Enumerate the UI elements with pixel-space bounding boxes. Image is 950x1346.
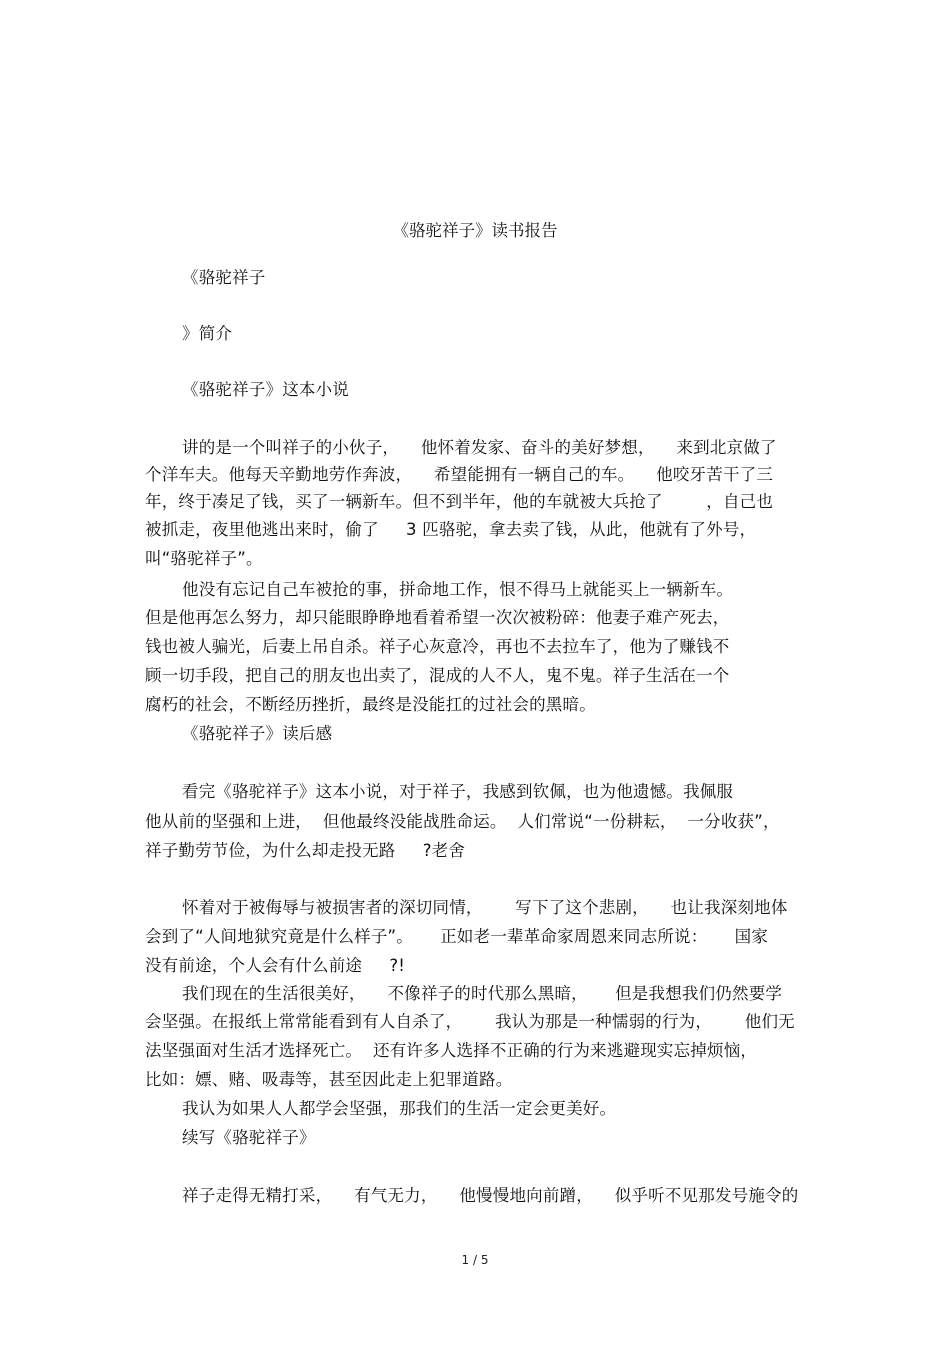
paragraph-line: 讲的是一个叫祥子的小伙子， 他怀着发家、奋斗的美好梦想， 来到北京做了 <box>182 438 777 457</box>
continuation-heading: 续写《骆驼祥子》 <box>182 1128 316 1147</box>
intro-heading-part1: 《骆驼祥子 <box>182 268 266 287</box>
page-number: 1 / 5 <box>461 1253 489 1267</box>
reflection-heading: 《骆驼祥子》读后感 <box>182 724 333 743</box>
paragraph-line: 年，终于凑足了钱，买了一辆新车。但不到半年，他的车就被大兵抢了 ，自己也 <box>145 492 774 511</box>
paragraph-line: 怀着对于被侮辱与被损害者的深切同情， 写下了这个悲剧， 也让我深刻地体 <box>182 898 788 917</box>
paragraph-line: 会坚强。在报纸上常常能看到有人自杀了， 我认为那是一种懦弱的行为， 他们无 <box>145 1012 795 1031</box>
paragraph-line: 没有前途，个人会有什么前途 ?! <box>145 956 406 975</box>
paragraph-line: 我们现在的生活很美好， 不像祥子的时代那么黑暗， 但是我想我们仍然要学 <box>182 984 783 1003</box>
intro-heading-part3: 《骆驼祥子》这本小说 <box>182 380 349 399</box>
paragraph-line: 法坚强面对生活才选择死亡。 还有许多人选择不正确的行为来逃避现实忘掉烦恼， <box>145 1041 758 1060</box>
paragraph-line: 钱也被人骗光，后妻上吊自杀。祥子心灰意冷，再也不去拉车了，他为了赚钱不 <box>145 637 730 656</box>
paragraph-line: 他从前的坚强和上进， 但他最终没能战胜命运。 人们常说“一份耕耘， 一分收获”， <box>145 812 780 831</box>
intro-heading-part2: 》简介 <box>182 324 233 343</box>
paragraph-line: 他没有忘记自己车被抢的事，拼命地工作，恨不得马上就能买上一辆新车。 <box>182 580 734 599</box>
paragraph-line: 我认为如果人人都学会坚强，那我们的生活一定会更美好。 <box>182 1099 617 1118</box>
paragraph-line: 个洋车夫。他每天辛勤地劳作奔波， 希望能拥有一辆自己的车。 他咬牙苦干了三 <box>145 465 774 484</box>
paragraph-line: 看完《骆驼祥子》这本小说，对于祥子，我感到钦佩，也为他遗憾。我佩服 <box>182 782 734 801</box>
paragraph-line: 祥子走得无精打采， 有气无力， 他慢慢地向前蹭， 似乎听不见那发号施令的 <box>182 1186 799 1205</box>
paragraph-line: 比如：嫖、赌、吸毒等，甚至因此走上犯罪道路。 <box>145 1070 513 1089</box>
paragraph-line: 顾一切手段，把自己的朋友也出卖了，混成的人不人，鬼不鬼。祥子生活在一个 <box>145 666 730 685</box>
paragraph-line: 腐朽的社会，不断经历挫折，最终是没能扛的过社会的黑暗。 <box>145 695 596 714</box>
paragraph-line: 叫“骆驼祥子”。 <box>145 549 263 568</box>
paragraph-line: 被抓走，夜里他逃出来时，偷了 3 匹骆驼，拿去卖了钱，从此，他就有了外号， <box>145 520 757 539</box>
paragraph-line: 祥子勤劳节俭，为什么却走投无路 ?老舍 <box>145 841 466 860</box>
paragraph-line: 但是他再怎么努力，却只能眼睁睁地看着希望一次次被粉碎：他妻子难产死去， <box>145 608 730 627</box>
document-title: 《骆驼祥子》读书报告 <box>392 221 558 240</box>
paragraph-line: 会到了“人间地狱究竟是什么样子”。 正如老一辈革命家周恩来同志所说： 国家 <box>145 927 769 946</box>
